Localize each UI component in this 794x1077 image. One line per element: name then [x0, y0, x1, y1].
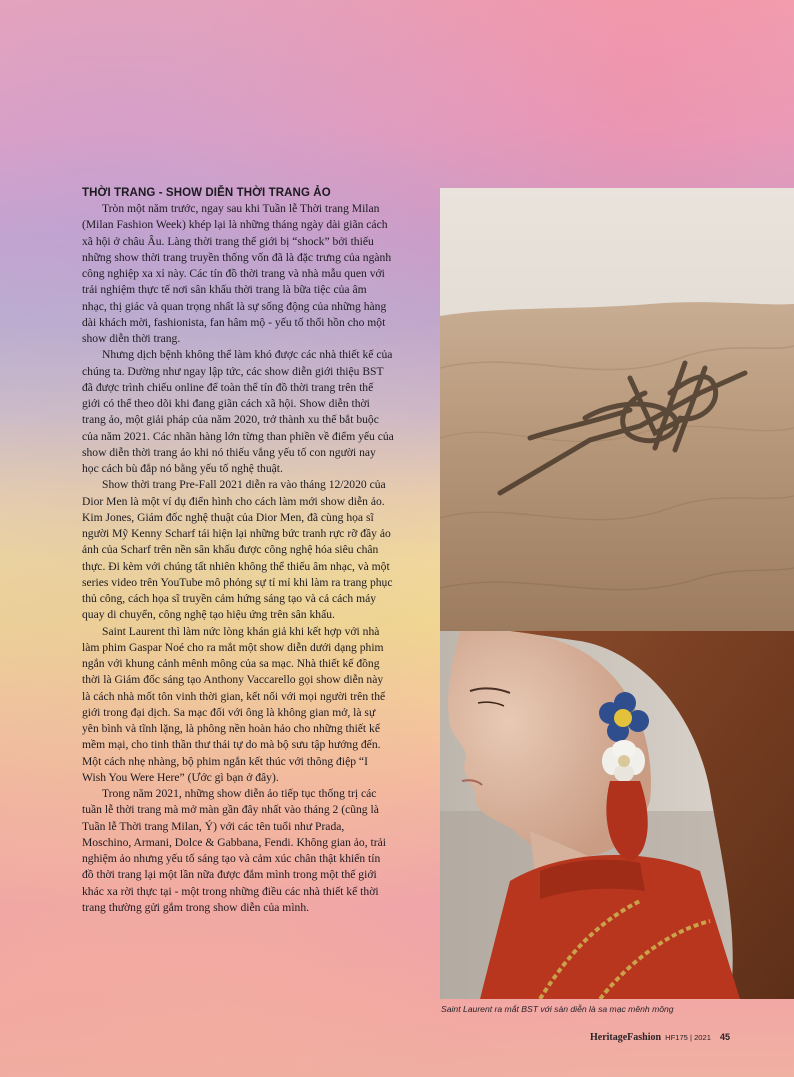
- model-portrait-photo: [440, 631, 794, 999]
- article-paragraph: Tròn một năm trước, ngay sau khi Tuần lễ Thời trang Milan (Milan Fashion Week) khép lại là những tháng ngày dài giãn cách xã hội ở châu Âu. Làng thời trang thế giới bị “shock” bởi thiếu những show thời trang truyền thống vốn đã là đặc trưng của ngành công nghiệp xa xỉ này. Các tín đồ thời trang và nhà mẫu quen với trải nghiệm thực tế nơi sân khấu thời trang là bữa tiệc của âm nhạc, thị giác và quan trọng nhất là sự sống động của những hàng dài khách mời, fashionista, fan hâm mộ - yếu tố thổi hồn cho một show diễn thời trang.: [82, 202, 392, 345]
- photo-caption: Saint Laurent ra mắt BST với sàn diễn là sa mạc mênh mông: [441, 1004, 674, 1014]
- article: [82, 186, 394, 916]
- desert-logo-photo: [440, 188, 794, 631]
- article-paragraph: Trong năm 2021, những show diễn ảo tiếp tục thống trị các tuần lễ thời trang mà mở màn gần đây nhất vào tháng 2 (cũng là Tuần lễ Thời trang Milan, Ý) với các tên tuổi như Prada, Moschino, Armani, Dolce & Gabbana, Fendi. Không gian ảo, trải nghiệm ảo nhưng yếu tố sáng tạo và cảm xúc chân thật khiến tín đồ thời trang lại một lần nữa được đắm mình trong một thế giới khác xa rời thực tại - một trong những điều các nhà thiết kế thời trang thường gửi gắm trong show diễn của mình.: [82, 787, 386, 914]
- issue-info: HF175 | 2021: [665, 1033, 711, 1042]
- article-heading: THỜI TRANG - SHOW DIỄN THỜI TRANG ẢO: [82, 187, 331, 199]
- page-footer: [590, 1032, 730, 1043]
- article-paragraph: Saint Laurent thì làm nức lòng khán giả khi kết hợp với nhà làm phim Gaspar Noé cho ra mắt một show diễn dưới dạng phim ngắn với khung cảnh mênh mông của sa mạc. Nhà thiết kế đồng thời là Giám đốc sáng tạo Anthony Vaccarello gọi show diễn này là cách nhà mốt tôn vinh thời gian, kết nối với mọi người trên thế giới trong đại dịch. Sa mạc đối với ông là không gian mở, là sự yên bình và tĩnh lặng, là phông nền hoàn hảo cho những thiết kế mềm mại, cho tinh thần thư thái tự do mà bộ sưu tập hướng đến. Một cách nhẹ nhàng, bộ phim ngắn kết thúc với thông điệp “I Wish You Were Here” (Ước gì bạn ở đây).: [82, 624, 386, 784]
- magazine-brand: HeritageFashion: [589, 1032, 662, 1043]
- page-number: 45: [719, 1032, 730, 1042]
- article-paragraph: Nhưng dịch bệnh không thể làm khó được các nhà thiết kế của chúng ta. Dường như ngay lập tức, các show diễn giới thiệu BST đã được trình chiếu online để toàn thể tín đồ thời trang trên thế giới có thể theo dõi khi đang giãn cách xã hội. Show diễn thời trang ảo, một giải pháp của năm 2020, trở thành xu thế bắt buộc của năm 2021. Các nhãn hàng lớn từng than phiền về điểm yếu của show diễn thời trang ảo khi nó thiếu vắng yếu tố con người nay học cách bù đắp nó bằng yếu tố nghệ thuật.: [82, 348, 394, 475]
- article-paragraph: Show thời trang Pre-Fall 2021 diễn ra vào tháng 12/2020 của Dior Men là một ví dụ điển hình cho cách làm mới show diễn ảo. Kim Jones, Giám đốc nghệ thuật của Dior Men, đã cùng họa sĩ người Mỹ Kenny Scharf tái hiện lại những bức tranh rực rỡ đầy ảo ảnh của Scharf trên nền sân khấu được công nghệ hóa siêu chân thực. Đi kèm với chúng tất nhiên không thể thiếu âm nhạc, và một series video trên YouTube mô phỏng sự tỉ mỉ khi làm ra trang phục thủ công, cách họa sĩ truyền cảm hứng sáng tạo và cả cách máy quay di chuyển, công nghệ tạo hiệu ứng trên sân khấu.: [82, 478, 393, 622]
